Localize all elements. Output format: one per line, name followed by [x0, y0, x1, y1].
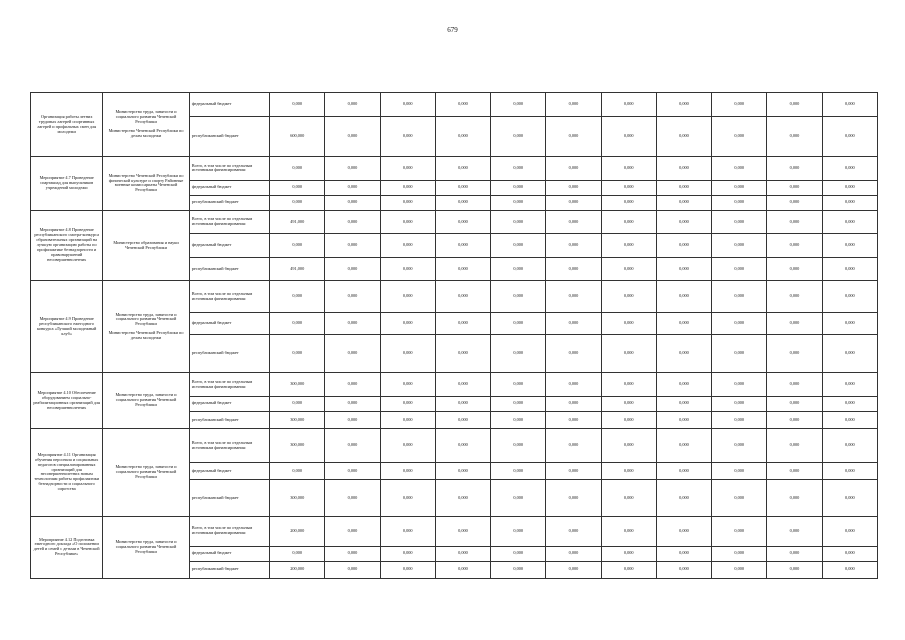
- table-row: [31, 281, 878, 313]
- value-cell: 200,000: [270, 516, 325, 546]
- value-cell: 0,000: [767, 313, 822, 334]
- value-cell: 0,000: [712, 157, 767, 181]
- value-cell: 0,000: [491, 516, 546, 546]
- value-cell: 0,000: [270, 157, 325, 181]
- value-cell: 0,000: [712, 116, 767, 157]
- funding-source-cell: Всего, в том числе по отдельным источникам финансирования:: [189, 429, 269, 463]
- value-cell: 0,000: [712, 396, 767, 411]
- value-cell: 0,000: [656, 463, 711, 480]
- value-cell: 0,000: [767, 334, 822, 373]
- value-cell: 0,000: [601, 93, 656, 117]
- value-cell: 0,000: [546, 546, 601, 561]
- value-cell: 0,000: [435, 429, 490, 463]
- activity-cell: Мероприятие 4.10 Обеспечение оборудованием социально-реабилитационных организаций для несовершеннолетних: [31, 373, 103, 429]
- value-cell: 0,000: [546, 516, 601, 546]
- value-cell: 0,000: [435, 480, 490, 516]
- activity-cell: Мероприятие 4.8 Проведение республиканского смотра-конкурса образовательных организаций на лучшую организацию работы по профилактике безнадзорности и правонарушений несовершеннолетних: [31, 210, 103, 281]
- value-cell: 0,000: [491, 429, 546, 463]
- value-cell: 0,000: [601, 180, 656, 195]
- executor-name: Министерство Чеченской Республики по делам молодежи: [108, 128, 184, 139]
- value-cell: 0,000: [601, 157, 656, 181]
- value-cell: 0,000: [712, 373, 767, 397]
- value-cell: 0,000: [767, 180, 822, 195]
- executor-name: Министерство труда, занятости и социального развития Чеченской Республики: [115, 464, 177, 479]
- value-cell: 0,000: [767, 546, 822, 561]
- value-cell: 0,000: [767, 195, 822, 210]
- value-cell: 0,000: [325, 373, 380, 397]
- value-cell: 0,000: [656, 180, 711, 195]
- funding-source-cell: республиканский бюджет: [189, 561, 269, 578]
- value-cell: 0,000: [601, 334, 656, 373]
- value-cell: 0,000: [435, 546, 490, 561]
- value-cell: 0,000: [822, 281, 877, 313]
- value-cell: 0,000: [491, 373, 546, 397]
- value-cell: 300,000: [270, 429, 325, 463]
- value-cell: 0,000: [767, 210, 822, 234]
- value-cell: 0,000: [822, 257, 877, 281]
- value-cell: 0,000: [435, 210, 490, 234]
- value-cell: 0,000: [435, 281, 490, 313]
- value-cell: 0,000: [712, 546, 767, 561]
- value-cell: 0,000: [712, 257, 767, 281]
- table-row: [31, 429, 878, 463]
- executor-name: Министерство труда, занятости и социального развития Чеченской Республики: [115, 539, 177, 554]
- value-cell: 0,000: [435, 180, 490, 195]
- value-cell: 0,000: [601, 480, 656, 516]
- value-cell: 0,000: [822, 116, 877, 157]
- value-cell: 0,000: [491, 561, 546, 578]
- value-cell: 0,000: [546, 210, 601, 234]
- value-cell: 0,000: [435, 411, 490, 428]
- value-cell: 0,000: [380, 516, 435, 546]
- value-cell: 0,000: [325, 313, 380, 334]
- value-cell: 0,000: [491, 116, 546, 157]
- value-cell: 0,000: [767, 429, 822, 463]
- value-cell: 0,000: [491, 234, 546, 258]
- value-cell: 0,000: [656, 157, 711, 181]
- value-cell: 0,000: [767, 463, 822, 480]
- value-cell: 300,000: [270, 411, 325, 428]
- value-cell: 0,000: [325, 463, 380, 480]
- value-cell: 0,000: [325, 334, 380, 373]
- value-cell: 0,000: [712, 463, 767, 480]
- value-cell: 0,000: [491, 210, 546, 234]
- value-cell: 0,000: [601, 313, 656, 334]
- value-cell: 0,000: [546, 480, 601, 516]
- value-cell: 0,000: [491, 411, 546, 428]
- value-cell: 0,000: [656, 281, 711, 313]
- value-cell: 0,000: [546, 180, 601, 195]
- executor-name: Министерство труда, занятости и социального развития Чеченской Республики: [115, 392, 177, 408]
- value-cell: 0,000: [325, 429, 380, 463]
- value-cell: 0,000: [380, 313, 435, 334]
- value-cell: 0,000: [822, 195, 877, 210]
- value-cell: 0,000: [546, 257, 601, 281]
- value-cell: 0,000: [822, 561, 877, 578]
- value-cell: 0,000: [712, 93, 767, 117]
- value-cell: 0,000: [380, 396, 435, 411]
- value-cell: 0,000: [712, 411, 767, 428]
- value-cell: 0,000: [712, 313, 767, 334]
- value-cell: 0,000: [491, 281, 546, 313]
- value-cell: 0,000: [435, 373, 490, 397]
- value-cell: 0,000: [656, 93, 711, 117]
- value-cell: 0,000: [325, 411, 380, 428]
- value-cell: 0,000: [325, 157, 380, 181]
- value-cell: 0,000: [546, 463, 601, 480]
- executor-cell: [103, 373, 189, 429]
- value-cell: 0,000: [822, 234, 877, 258]
- value-cell: 0,000: [380, 411, 435, 428]
- value-cell: 0,000: [325, 516, 380, 546]
- page-number: 679: [447, 26, 458, 34]
- value-cell: 0,000: [601, 281, 656, 313]
- executor-cell: [103, 93, 189, 157]
- value-cell: 0,000: [380, 195, 435, 210]
- value-cell: 0,000: [270, 195, 325, 210]
- value-cell: 0,000: [656, 234, 711, 258]
- value-cell: 0,000: [380, 429, 435, 463]
- value-cell: 0,000: [270, 281, 325, 313]
- value-cell: 0,000: [546, 429, 601, 463]
- executor-cell: [103, 429, 189, 517]
- value-cell: 0,000: [656, 210, 711, 234]
- funding-source-cell: республиканский бюджет: [189, 116, 269, 157]
- value-cell: 0,000: [435, 396, 490, 411]
- value-cell: 0,000: [712, 210, 767, 234]
- funding-source-cell: федеральный бюджет: [189, 546, 269, 561]
- value-cell: 0,000: [822, 210, 877, 234]
- funding-source-cell: федеральный бюджет: [189, 313, 269, 334]
- value-cell: 0,000: [767, 480, 822, 516]
- value-cell: 0,000: [712, 180, 767, 195]
- value-cell: 0,000: [656, 313, 711, 334]
- value-cell: 0,000: [325, 180, 380, 195]
- value-cell: 0,000: [822, 411, 877, 428]
- value-cell: 0,000: [601, 561, 656, 578]
- value-cell: 0,000: [380, 234, 435, 258]
- value-cell: 0,000: [822, 180, 877, 195]
- value-cell: 0,000: [380, 157, 435, 181]
- value-cell: 0,000: [601, 546, 656, 561]
- value-cell: 0,000: [767, 234, 822, 258]
- value-cell: 0,000: [435, 334, 490, 373]
- funding-source-cell: Всего, в том числе по отдельным источникам финансирования:: [189, 373, 269, 397]
- value-cell: 0,000: [822, 429, 877, 463]
- funding-source-cell: республиканский бюджет: [189, 411, 269, 428]
- value-cell: 0,000: [325, 195, 380, 210]
- value-cell: 0,000: [435, 463, 490, 480]
- funding-source-cell: республиканский бюджет: [189, 480, 269, 516]
- value-cell: 0,000: [601, 257, 656, 281]
- activity-cell: Организация работы летних трудовых лагерей спортивных лагерей и профильных смен для молодежи: [31, 93, 103, 157]
- value-cell: 0,000: [491, 257, 546, 281]
- executor-name: Министерство труда, занятости и социального развития Чеченской Республики: [115, 311, 177, 327]
- value-cell: 0,000: [380, 93, 435, 117]
- value-cell: 0,000: [491, 334, 546, 373]
- value-cell: 0,000: [656, 411, 711, 428]
- value-cell: 0,000: [822, 546, 877, 561]
- value-cell: 0,000: [270, 334, 325, 373]
- value-cell: 491,000: [270, 257, 325, 281]
- value-cell: 0,000: [380, 463, 435, 480]
- value-cell: 0,000: [435, 234, 490, 258]
- value-cell: 0,000: [822, 93, 877, 117]
- funding-source-cell: республиканский бюджет: [189, 257, 269, 281]
- table-row: [31, 516, 878, 546]
- value-cell: 0,000: [546, 373, 601, 397]
- funding-source-cell: республиканский бюджет: [189, 334, 269, 373]
- value-cell: 0,000: [767, 516, 822, 546]
- value-cell: 0,000: [601, 234, 656, 258]
- table-row: [31, 210, 878, 234]
- funding-source-cell: Всего, в том числе по отдельным источникам финансирования:: [189, 281, 269, 313]
- value-cell: 0,000: [491, 195, 546, 210]
- value-cell: 300,000: [270, 480, 325, 516]
- value-cell: 0,000: [270, 93, 325, 117]
- value-cell: 0,000: [435, 516, 490, 546]
- value-cell: 0,000: [270, 234, 325, 258]
- activity-cell: Мероприятие 4.12 Подготовка ежегодного доклада «О положении детей и семей с детьми в Чеченской Республике»: [31, 516, 103, 578]
- value-cell: 0,000: [656, 373, 711, 397]
- value-cell: 0,000: [546, 396, 601, 411]
- value-cell: 0,000: [601, 429, 656, 463]
- value-cell: 0,000: [656, 116, 711, 157]
- value-cell: 0,000: [601, 210, 656, 234]
- value-cell: 0,000: [380, 480, 435, 516]
- value-cell: 0,000: [491, 180, 546, 195]
- activity-cell: Мероприятие 4.9 Проведение республиканского ежегодного конкурса «Лучший молодежный клуб»: [31, 281, 103, 373]
- budget-table: [30, 92, 878, 579]
- value-cell: 0,000: [656, 546, 711, 561]
- value-cell: 0,000: [491, 463, 546, 480]
- executor-cell: [103, 210, 189, 281]
- value-cell: 0,000: [380, 373, 435, 397]
- funding-source-cell: федеральный бюджет: [189, 93, 269, 117]
- value-cell: 0,000: [325, 561, 380, 578]
- activity-cell: Мероприятие 4.7 Проведение спартакиад для выпускников учреждений молодежи: [31, 157, 103, 211]
- value-cell: 0,000: [656, 516, 711, 546]
- value-cell: 491,000: [270, 210, 325, 234]
- value-cell: 0,000: [601, 411, 656, 428]
- value-cell: 0,000: [712, 334, 767, 373]
- value-cell: 0,000: [656, 334, 711, 373]
- funding-source-cell: федеральный бюджет: [189, 180, 269, 195]
- funding-source-cell: Всего, в том числе по отдельным источникам финансирования:: [189, 157, 269, 181]
- value-cell: 0,000: [656, 429, 711, 463]
- value-cell: 0,000: [656, 561, 711, 578]
- executor-name: Министерство Чеченской Республики по делам молодежи: [108, 330, 184, 341]
- table-row: [31, 157, 878, 181]
- value-cell: 0,000: [546, 234, 601, 258]
- value-cell: 0,000: [380, 546, 435, 561]
- value-cell: 0,000: [656, 257, 711, 281]
- value-cell: 0,000: [270, 180, 325, 195]
- value-cell: 0,000: [546, 334, 601, 373]
- value-cell: 0,000: [546, 157, 601, 181]
- value-cell: 0,000: [712, 234, 767, 258]
- value-cell: 0,000: [601, 195, 656, 210]
- value-cell: 0,000: [546, 313, 601, 334]
- value-cell: 0,000: [822, 396, 877, 411]
- value-cell: 0,000: [712, 480, 767, 516]
- value-cell: 0,000: [767, 396, 822, 411]
- value-cell: 0,000: [325, 546, 380, 561]
- value-cell: 0,000: [601, 116, 656, 157]
- value-cell: 0,000: [546, 93, 601, 117]
- value-cell: 0,000: [767, 373, 822, 397]
- funding-source-cell: Всего, в том числе по отдельным источникам финансирования:: [189, 516, 269, 546]
- value-cell: 0,000: [435, 257, 490, 281]
- value-cell: 0,000: [435, 116, 490, 157]
- value-cell: 0,000: [491, 546, 546, 561]
- funding-source-cell: федеральный бюджет: [189, 396, 269, 411]
- executor-name: Министерство образования и науки Чеченской Республики: [113, 239, 179, 250]
- value-cell: 0,000: [435, 561, 490, 578]
- value-cell: 200,000: [270, 561, 325, 578]
- value-cell: 0,000: [546, 561, 601, 578]
- value-cell: 0,000: [767, 157, 822, 181]
- executor-cell: [103, 516, 189, 578]
- value-cell: 0,000: [380, 116, 435, 157]
- funding-source-cell: республиканский бюджет: [189, 195, 269, 210]
- value-cell: 0,000: [380, 180, 435, 195]
- value-cell: 0,000: [712, 516, 767, 546]
- funding-source-cell: федеральный бюджет: [189, 463, 269, 480]
- value-cell: 0,000: [546, 281, 601, 313]
- value-cell: 0,000: [491, 157, 546, 181]
- value-cell: 0,000: [380, 281, 435, 313]
- value-cell: 0,000: [601, 396, 656, 411]
- value-cell: 300,000: [270, 373, 325, 397]
- value-cell: 0,000: [546, 411, 601, 428]
- value-cell: 600,000: [270, 116, 325, 157]
- value-cell: 0,000: [435, 93, 490, 117]
- value-cell: 0,000: [435, 313, 490, 334]
- value-cell: 0,000: [656, 195, 711, 210]
- value-cell: 0,000: [546, 195, 601, 210]
- value-cell: 0,000: [270, 463, 325, 480]
- value-cell: 0,000: [546, 116, 601, 157]
- value-cell: 0,000: [380, 334, 435, 373]
- value-cell: 0,000: [822, 313, 877, 334]
- value-cell: 0,000: [822, 463, 877, 480]
- value-cell: 0,000: [380, 561, 435, 578]
- table-row: [31, 373, 878, 397]
- value-cell: 0,000: [822, 516, 877, 546]
- activity-cell: Мероприятие 4.11 Организация обучения персонала и социальных педагогов специализированных организаций для несовершеннолетних новым технологиям работы профилактики безнадзорности и социального сиротства: [31, 429, 103, 517]
- value-cell: 0,000: [325, 281, 380, 313]
- value-cell: 0,000: [712, 561, 767, 578]
- value-cell: 0,000: [325, 257, 380, 281]
- value-cell: 0,000: [380, 210, 435, 234]
- value-cell: 0,000: [435, 157, 490, 181]
- value-cell: 0,000: [270, 313, 325, 334]
- value-cell: 0,000: [270, 396, 325, 411]
- value-cell: 0,000: [491, 313, 546, 334]
- value-cell: 0,000: [435, 195, 490, 210]
- value-cell: 0,000: [656, 396, 711, 411]
- value-cell: 0,000: [380, 257, 435, 281]
- value-cell: 0,000: [712, 281, 767, 313]
- value-cell: 0,000: [325, 480, 380, 516]
- value-cell: 0,000: [325, 116, 380, 157]
- value-cell: 0,000: [822, 480, 877, 516]
- value-cell: 0,000: [601, 373, 656, 397]
- value-cell: 0,000: [822, 157, 877, 181]
- executor-cell: [103, 281, 189, 373]
- value-cell: 0,000: [767, 411, 822, 428]
- value-cell: 0,000: [601, 516, 656, 546]
- value-cell: 0,000: [601, 463, 656, 480]
- executor-name: Министерство труда, занятости и социального развития Чеченской Республики: [115, 109, 177, 125]
- value-cell: 0,000: [712, 195, 767, 210]
- value-cell: 0,000: [767, 93, 822, 117]
- value-cell: 0,000: [767, 116, 822, 157]
- value-cell: 0,000: [767, 257, 822, 281]
- value-cell: 0,000: [712, 429, 767, 463]
- value-cell: 0,000: [822, 373, 877, 397]
- value-cell: 0,000: [656, 480, 711, 516]
- executor-name: Министерство Чеченской Республики по физической культуре и спорту Районные военные комиссариаты Чеченской Республики: [108, 172, 184, 193]
- value-cell: 0,000: [491, 93, 546, 117]
- value-cell: 0,000: [270, 546, 325, 561]
- value-cell: 0,000: [491, 480, 546, 516]
- value-cell: 0,000: [325, 234, 380, 258]
- value-cell: 0,000: [325, 210, 380, 234]
- value-cell: 0,000: [767, 281, 822, 313]
- value-cell: 0,000: [325, 93, 380, 117]
- funding-source-cell: Всего, в том числе по отдельным источникам финансирования:: [189, 210, 269, 234]
- funding-source-cell: федеральный бюджет: [189, 234, 269, 258]
- value-cell: 0,000: [491, 396, 546, 411]
- value-cell: 0,000: [325, 396, 380, 411]
- executor-cell: [103, 157, 189, 211]
- value-cell: 0,000: [822, 334, 877, 373]
- value-cell: 0,000: [767, 561, 822, 578]
- table-row: [31, 93, 878, 117]
